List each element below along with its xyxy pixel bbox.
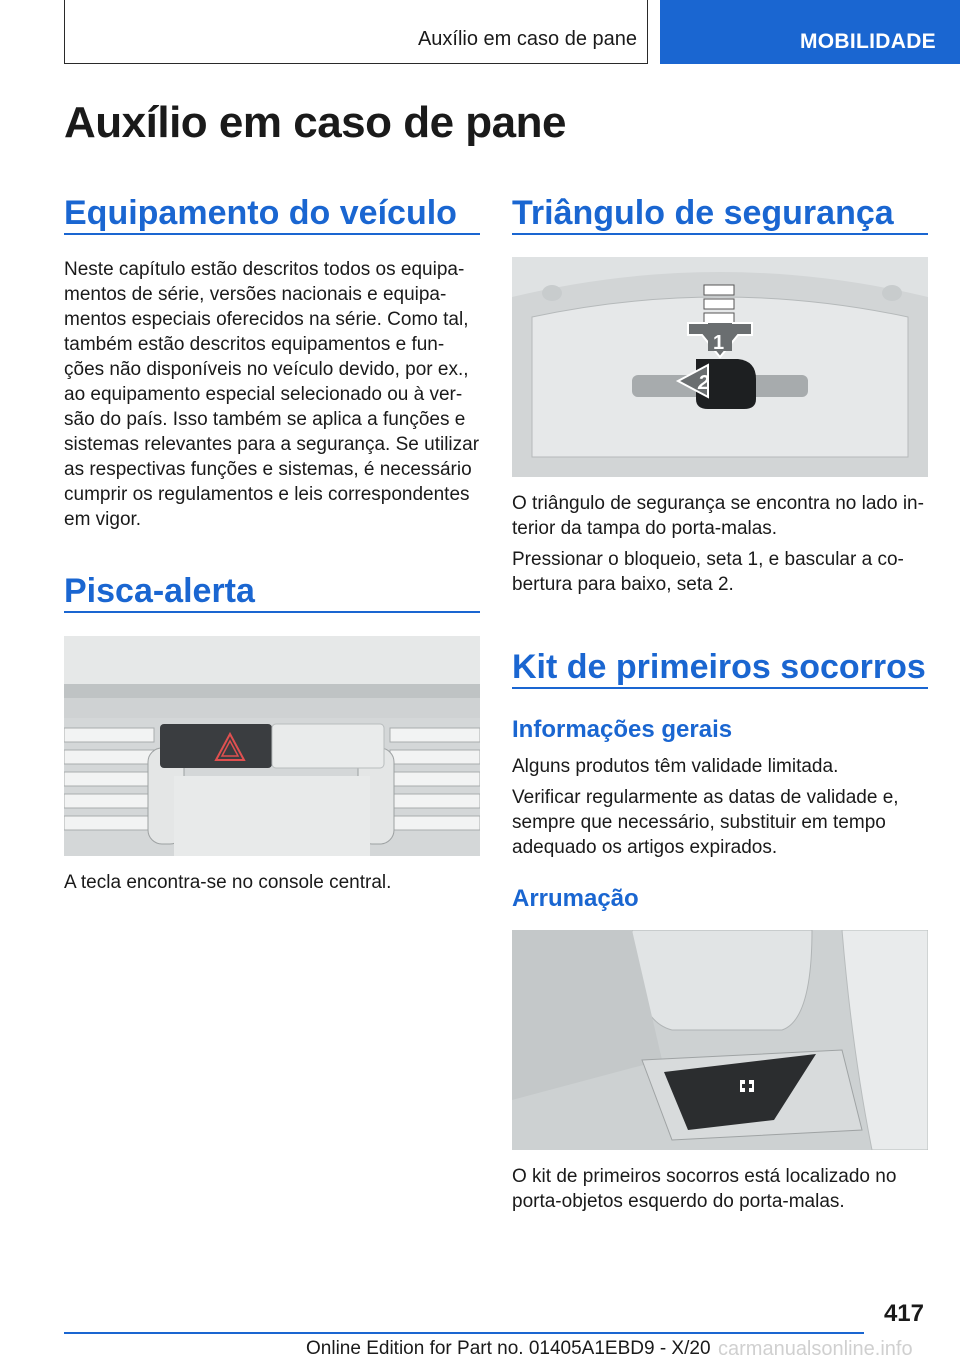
footer-rule [64, 1332, 864, 1334]
triangulo-paragraph-2: Pressionar o bloqueio, seta 1, e bascular a co- bertura para baixo, seta 2. [512, 549, 904, 595]
first-aid-kit-image [512, 930, 928, 1150]
heading-rule [64, 611, 480, 613]
heading-arrumacao: Arrumação [512, 885, 639, 912]
pisca-caption: A tecla encontra-se no console central. [64, 872, 392, 893]
page-title: Auxílio em caso de pane [64, 98, 566, 147]
arrow-label-2: 2 [698, 372, 710, 394]
heading-kit: Kit de primeiros socorros [512, 648, 926, 686]
heading-informacoes-gerais: Informações gerais [512, 716, 733, 743]
triangulo-paragraph-1: O triângulo de segurança se encontra no lado in- terior da tampa do porta-malas. [512, 493, 924, 539]
heading-rule [512, 233, 928, 235]
equipamento-paragraph: Neste capítulo estão descritos todos os equipa- mentos de série, versões nacionais e equipa- mentos especiais oferecidos na série. Como tal, também estão descritos equipamentos e fun- ções não disponíveis no veículo devido, por ex., ao equipamento especial selecionado ou à ver- são do país. Isso também se aplica a funções e sistemas relevantes para a segurança. Se utilizar as respectivas funções e sistemas, é necessário cumprir os regulamentos e leis correspondentes em vigor. [64, 259, 480, 530]
page-number: 417 [883, 1300, 924, 1327]
heading-rule [64, 233, 480, 235]
footer-edition: Online Edition for Part no. 01405A1EBD9 - X/20 [306, 1338, 711, 1359]
header-tab-mobilidade[interactable] [660, 0, 960, 64]
hazard-button-image [64, 636, 480, 856]
watermark: carmanualsonline.info [718, 1338, 913, 1360]
arrow-label-1: 1 [713, 332, 725, 354]
kit-info-p2: Verificar regularmente as datas de validade e, sempre que necessário, substituir em tempo adequado os artigos expirados. [512, 787, 899, 858]
header-tab-label: MOBILIDADE [800, 30, 936, 53]
kit-caption: O kit de primeiros socorros está localizado no porta-objetos esquerdo do porta-malas. [512, 1166, 897, 1212]
heading-pisca-alerta: Pisca-alerta [64, 572, 255, 610]
header-section-title: Auxílio em caso de pane [417, 28, 637, 50]
heading-rule [512, 687, 928, 689]
heading-equipamento: Equipamento do veículo [64, 194, 457, 232]
warning-triangle-image [512, 257, 928, 477]
heading-triangulo: Triângulo de segurança [512, 194, 894, 232]
kit-info-p1: Alguns produtos têm validade limitada. [512, 756, 839, 777]
